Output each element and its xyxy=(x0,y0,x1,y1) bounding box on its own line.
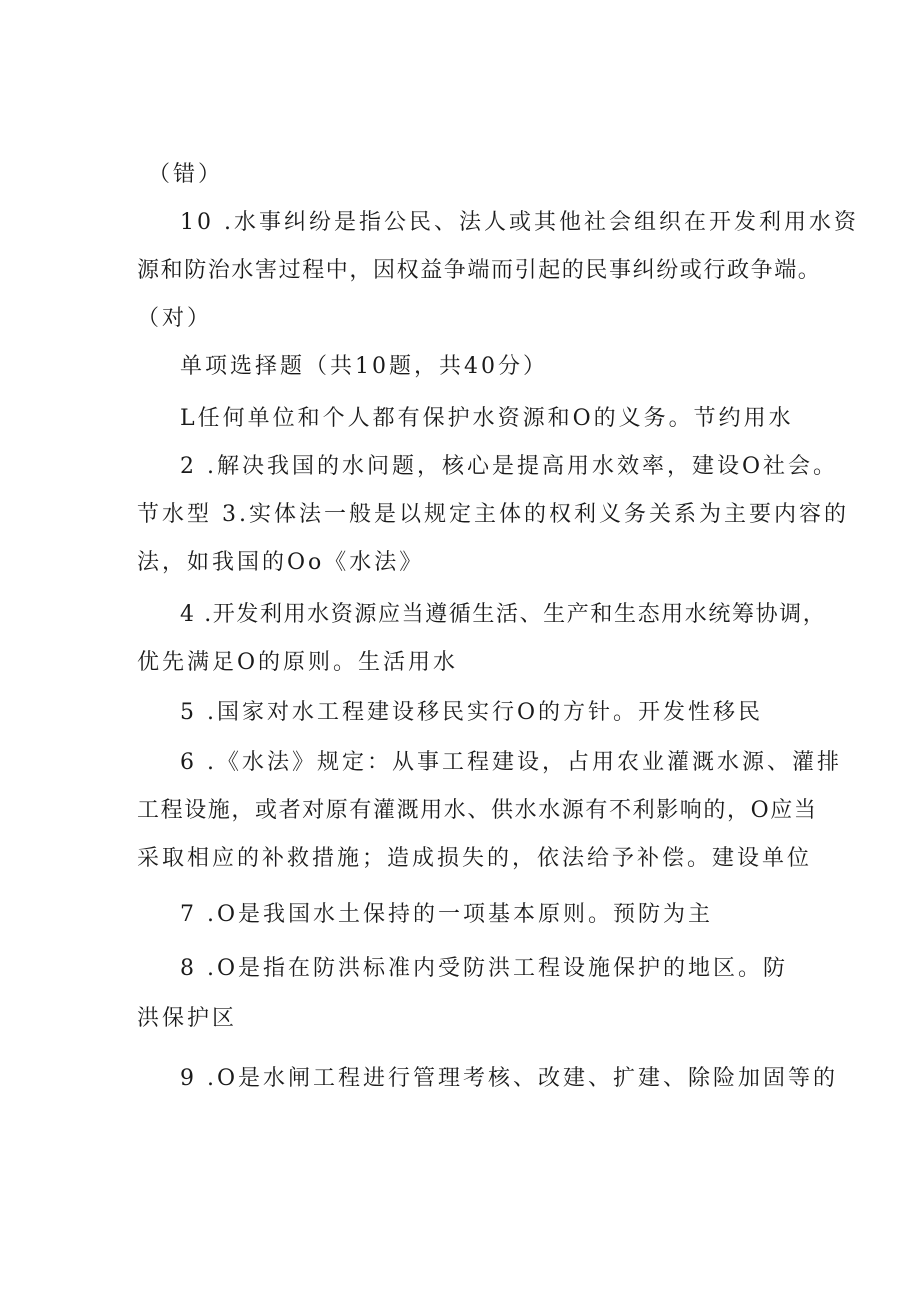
question-10-line-2: 源和防治水害过程中，因权益争端而引起的民事纠纷或行政争端。 xyxy=(137,258,822,283)
question-3-line-2: 法，如我国的Oo《水法》 xyxy=(137,550,425,575)
section-heading: 单项选择题（共10题，共40分） xyxy=(180,354,548,379)
question-2-line-1: 2 .解决我国的水问题，核心是提高用水效率，建设O社会。 xyxy=(180,454,839,479)
answer-wrong: （错） xyxy=(148,162,224,187)
question-8-line-1: 8 .O是指在防洪标准内受防洪工程设施保护的地区。防 xyxy=(180,956,789,981)
question-1: L任何单位和个人都有保护水资源和O的义务。节约用水 xyxy=(180,406,794,431)
question-5: 5 .国家对水工程建设移民实行O的方针。开发性移民 xyxy=(180,700,764,725)
question-9-line-1: 9 .O是水闸工程进行管理考核、改建、扩建、除险加固等的 xyxy=(180,1066,839,1091)
question-4-line-1: 4 .开发利用水资源应当遵循生活、生产和生态用水统筹协调， xyxy=(180,602,827,627)
question-6-line-1: 6 .《水法》规定：从事工程建设，占用农业灌溉水源、灌排 xyxy=(180,750,842,775)
question-6-line-3: 采取相应的补救措施；造成损失的，依法给予补偿。建设单位 xyxy=(137,846,813,871)
question-8-line-2: 洪保护区 xyxy=(137,1006,238,1031)
question-7: 7 .O是我国水土保持的一项基本原则。预防为主 xyxy=(180,902,714,927)
question-4-line-2: 优先满足O的原则。生活用水 xyxy=(137,650,459,675)
answer-correct: （对） xyxy=(137,306,213,331)
question-6-line-2: 工程设施，或者对原有灌溉用水、供水水源有不利影响的，O应当 xyxy=(137,798,818,823)
question-10-line-1: 10 .水事纠纷是指公民、法人或其他社会组织在开发利用水资 xyxy=(180,210,859,235)
question-3-line-1: 节水型 3.实体法一般是以规定主体的权利义务关系为主要内容的 xyxy=(137,502,849,527)
